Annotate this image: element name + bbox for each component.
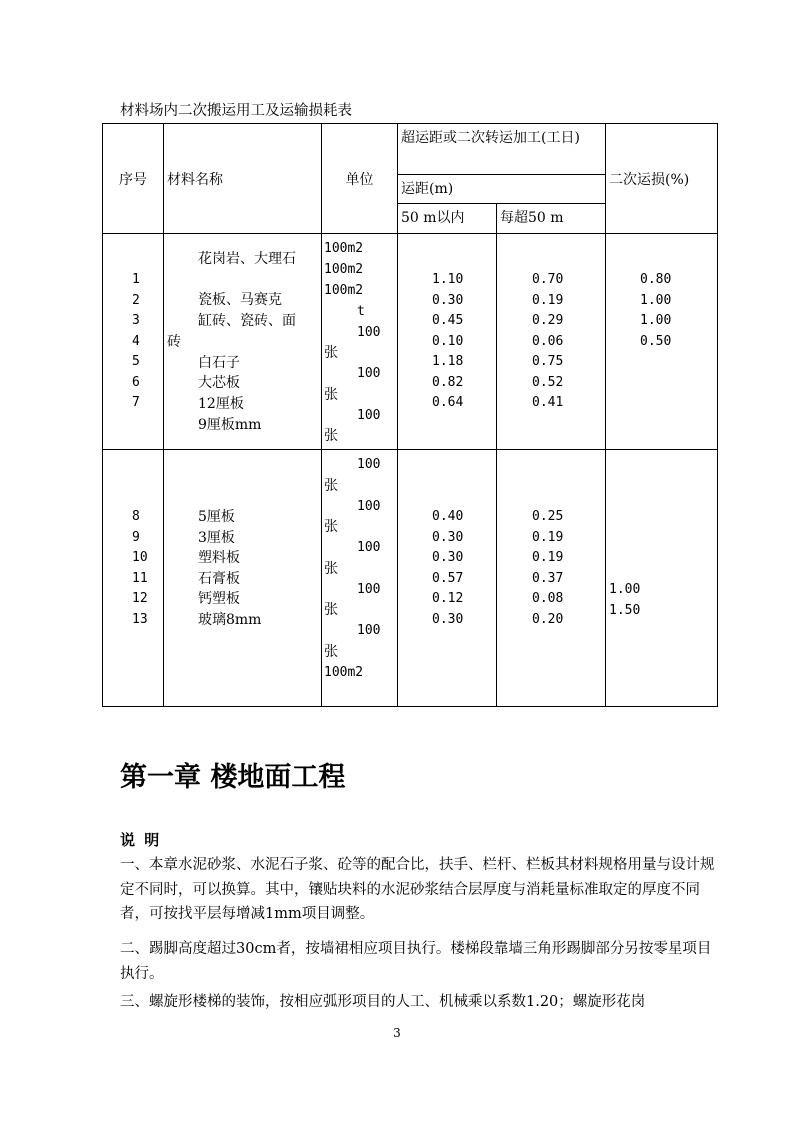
seq-cell: 12 — [132, 591, 148, 606]
value-cell: 1.10 — [432, 272, 464, 287]
header-loss: 二次运损(%) — [609, 172, 690, 188]
value-cell: 1.00 — [640, 313, 672, 328]
value-cell: 0.30 — [432, 550, 464, 565]
header-distance: 运距(m) — [401, 181, 454, 197]
group1-per50 — [532, 270, 563, 414]
unit-cell: 100m2 — [324, 241, 364, 256]
table-rule — [397, 203, 605, 204]
value-cell: 0.30 — [432, 611, 464, 627]
value-cell: 0.08 — [532, 591, 564, 606]
group2-names — [198, 507, 261, 630]
material-name: 白石子 — [198, 355, 240, 371]
table-rule — [163, 123, 164, 707]
unit-cell: 张 — [324, 644, 338, 660]
seq-cell: 13 — [132, 611, 148, 627]
value-cell: 0.30 — [432, 292, 464, 308]
material-name: 瓷板、马赛克 — [198, 292, 282, 308]
unit-cell: 100m2 — [324, 262, 364, 277]
material-name: 钙塑板 — [198, 591, 240, 607]
unit-cell: 100 — [357, 325, 381, 340]
header-unit: 单位 — [345, 172, 374, 188]
table-caption: 材料场内二次搬运用工及运输损耗表 — [120, 103, 352, 119]
value-cell: 1.50 — [609, 602, 641, 618]
header-per-50: 每超50 m — [500, 210, 564, 226]
value-cell: 0.37 — [532, 570, 564, 586]
table-border-bottom — [102, 706, 718, 707]
table-border-left — [102, 123, 103, 707]
seq-cell: 4 — [132, 333, 140, 349]
unit-cell: 100 — [357, 623, 381, 638]
material-name: 砖 — [167, 334, 181, 350]
unit-cell: 100 — [357, 499, 381, 514]
unit-cell: 张 — [324, 345, 338, 361]
material-name: 花岗岩、大理石 — [198, 251, 296, 267]
value-cell: 1.18 — [432, 354, 464, 369]
header-within-50: 50 m以内 — [401, 210, 465, 226]
unit-cell: 张 — [324, 519, 338, 535]
value-cell: 0.80 — [640, 272, 672, 287]
table-rule — [102, 233, 718, 234]
value-cell: 1.00 — [609, 582, 641, 597]
value-cell: 0.06 — [532, 333, 564, 349]
group1-seq — [132, 270, 140, 414]
chapter-title: 第一章 楼地面工程 — [120, 762, 346, 793]
unit-cell: 张 — [324, 561, 338, 577]
material-name: 3厘板 — [198, 529, 235, 546]
table-rule — [397, 174, 605, 175]
unit-cell: 100 — [357, 366, 381, 381]
seq-cell: 2 — [132, 292, 140, 308]
value-cell: 0.19 — [532, 529, 564, 545]
value-cell: 0.29 — [532, 313, 564, 328]
section-heading: 说 明 — [120, 831, 162, 849]
paragraph-3: 三、螺旋形楼梯的装饰，按相应弧形项目的人工、机械乘以系数1.20；螺旋形花岗 — [120, 994, 646, 1010]
value-cell: 0.41 — [532, 395, 564, 410]
value-cell: 0.19 — [532, 550, 564, 565]
material-name: 5厘板 — [198, 509, 235, 525]
seq-cell: 5 — [132, 354, 140, 369]
group2-loss — [609, 580, 640, 621]
value-cell: 0.12 — [432, 591, 464, 606]
unit-cell: t — [357, 304, 365, 319]
value-cell: 0.52 — [532, 374, 564, 390]
material-name: 12厘板 — [198, 396, 244, 412]
unit-cell: 张 — [324, 478, 338, 494]
paragraph-2: 二、踢脚高度超过30cm者，按墙裙相应项目执行。楼梯段靠墙三角形踢脚部分另按零星项目执行。 — [120, 941, 712, 982]
value-cell: 0.10 — [432, 333, 464, 349]
seq-cell: 9 — [132, 529, 140, 545]
seq-cell: 10 — [132, 550, 148, 565]
material-name: 玻璃8mm — [198, 611, 262, 628]
group2-seq — [132, 507, 148, 630]
unit-cell: 100 — [357, 582, 381, 597]
value-cell: 0.82 — [432, 374, 464, 390]
group2-within50 — [432, 507, 463, 630]
unit-cell: 张 — [324, 428, 338, 444]
seq-cell: 7 — [132, 395, 140, 410]
value-cell: 0.25 — [532, 509, 564, 524]
value-cell: 0.45 — [432, 313, 464, 328]
unit-cell: 100 — [357, 457, 381, 472]
seq-cell: 11 — [132, 570, 148, 586]
value-cell: 0.40 — [432, 509, 464, 524]
table-rule — [496, 203, 497, 707]
page-number: 3 — [393, 1026, 401, 1040]
unit-cell: 100 — [357, 408, 381, 423]
seq-cell: 8 — [132, 509, 140, 524]
material-name: 大芯板 — [198, 375, 240, 391]
table-border-top — [102, 123, 718, 124]
table-border-right — [717, 123, 718, 707]
seq-cell: 3 — [132, 313, 140, 328]
header-name: 材料名称 — [167, 172, 223, 188]
unit-cell: 100m2 — [324, 283, 364, 298]
header-seq: 序号 — [119, 172, 147, 188]
value-cell: 0.19 — [532, 292, 564, 308]
group2-per50 — [532, 507, 563, 630]
value-cell: 0.70 — [532, 272, 564, 287]
material-name: 9厘板mm — [198, 417, 262, 433]
table-rule — [605, 123, 606, 707]
material-name: 石膏板 — [198, 570, 240, 587]
paragraph-1: 一、本章水泥砂浆、水泥石子浆、砼等的配合比，扶手、栏杆、栏板其材料规格用量与设计规定不同时，可以换算。其中，镶贴块料的水泥砂浆结合层厚度与消耗量标准取定的厚度不同者，可按找平层每增减1mm项目调整。 — [120, 857, 715, 922]
value-cell: 1.00 — [640, 292, 672, 308]
value-cell: 0.75 — [532, 354, 564, 369]
material-name: 缸砖、瓷砖、面 — [198, 313, 296, 329]
group1-loss — [640, 270, 671, 352]
header-extra-work: 超运距或二次转运加工(工日) — [401, 130, 580, 146]
seq-cell: 1 — [132, 272, 140, 287]
value-cell: 0.30 — [432, 529, 464, 545]
seq-cell: 6 — [132, 374, 140, 390]
value-cell: 0.64 — [432, 395, 464, 410]
table-rule — [321, 123, 322, 707]
table-rule — [102, 449, 718, 450]
unit-cell: 张 — [324, 602, 338, 618]
material-name: 塑料板 — [198, 550, 240, 566]
unit-cell: 张 — [324, 387, 338, 403]
unit-cell: 100m2 — [324, 665, 364, 680]
value-cell: 0.57 — [432, 570, 464, 586]
table-rule — [397, 123, 398, 707]
group1-within50 — [432, 270, 463, 414]
value-cell: 0.50 — [640, 333, 672, 349]
value-cell: 0.20 — [532, 611, 564, 627]
unit-cell: 100 — [357, 540, 381, 555]
